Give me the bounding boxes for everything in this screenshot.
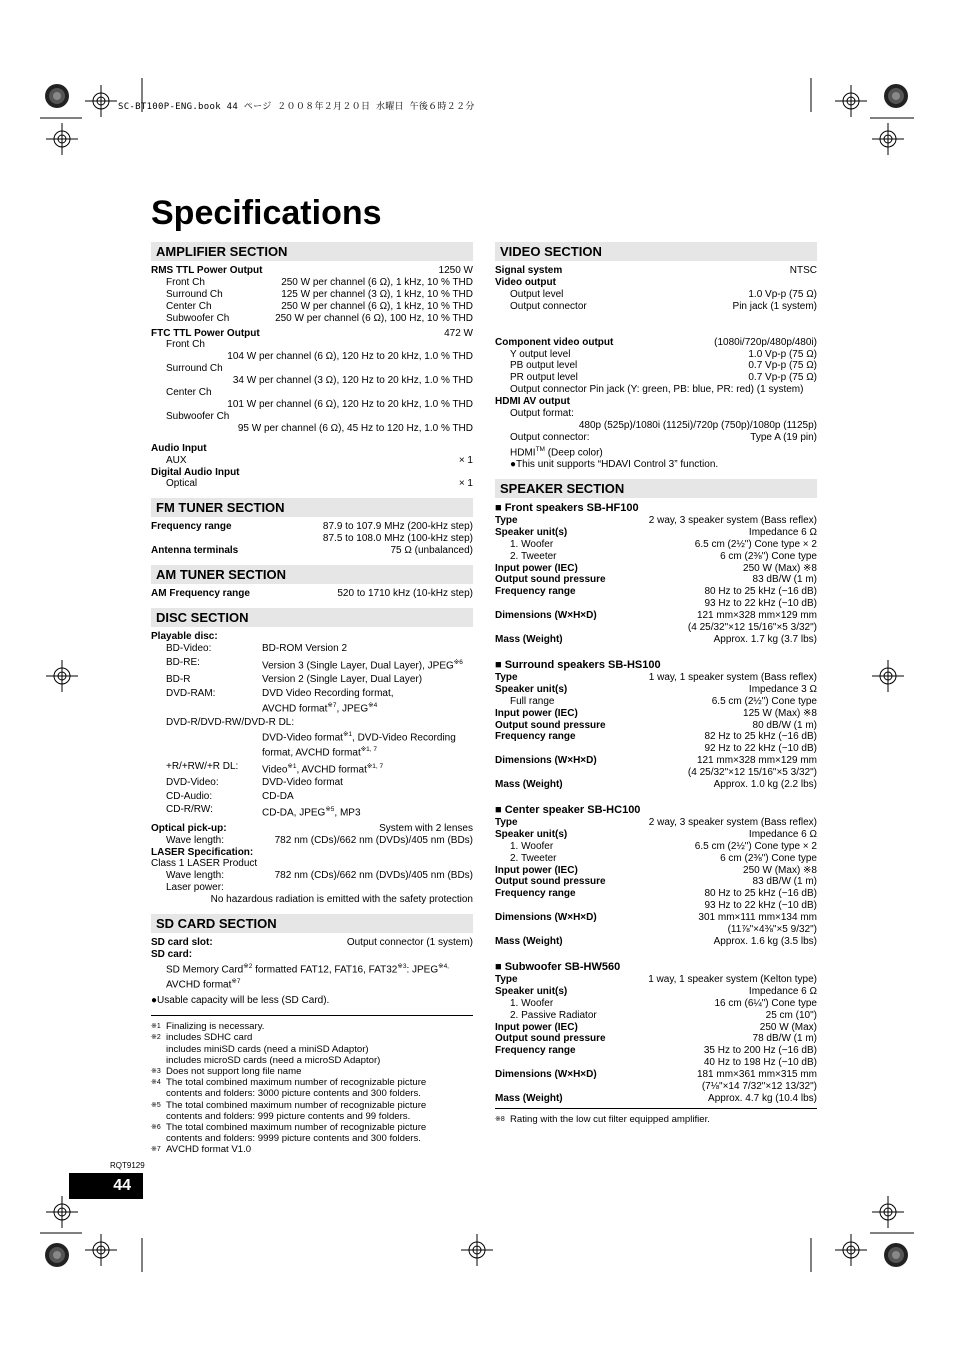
laser-class: Class 1 LASER Product bbox=[151, 858, 258, 870]
ftc-front-label: Front Ch bbox=[166, 339, 205, 351]
footnote: ※1 Finalizing is necessary. bbox=[151, 1021, 265, 1033]
sd-card-heading: SD CARD SECTION bbox=[151, 914, 473, 933]
spec-row: Mass (Weight) Approx. 1.7 kg (3.7 lbs) bbox=[495, 633, 817, 645]
ftc-power-row: FTC TTL Power Output 472 W bbox=[151, 327, 473, 339]
laser-spec-label: LASER Specification: bbox=[151, 846, 254, 858]
print-file-line: SC-BT100P-ENG.book 44 ページ ２００８年２月２０日 水曜日 午後６時２２分 bbox=[118, 102, 475, 112]
spec-row: Frequency range 80 Hz to 25 kHz (−16 dB) bbox=[495, 586, 817, 598]
hdavi-note: ●This unit supports “HDAVI Control 3” function. bbox=[510, 459, 719, 471]
dvd-r-label: DVD-R/DVD-RW/DVD-R DL: bbox=[166, 717, 295, 729]
amplifier-section-heading: AMPLIFIER SECTION bbox=[151, 242, 473, 261]
ftc-center-label: Center Ch bbox=[166, 387, 212, 399]
crosshair-icon bbox=[835, 1234, 867, 1266]
footnote: ※3 Does not support long file name bbox=[151, 1066, 302, 1078]
spec-row: Full range 6.5 cm (2½") Cone type bbox=[510, 695, 817, 707]
footnote: ※4 The total combined maximum number of recognizable picture contents and folders: 3000 picture contents and 300 folders. bbox=[151, 1077, 427, 1100]
speaker-group-front bbox=[495, 502, 817, 658]
hdmi-format-value: 480p (525p)/1080i (1125i)/720p (750p)/1080p (1125p) bbox=[578, 419, 817, 431]
spec-row: Y output level 1.0 Vp-p (75 Ω) bbox=[510, 348, 817, 360]
ftc-surround-value: 34 W per channel (3 Ω), 120 Hz to 20 kHz, 1.0 % THD bbox=[232, 375, 473, 387]
disc-section-heading: DISC SECTION bbox=[151, 608, 473, 627]
crosshair-icon bbox=[461, 1234, 493, 1266]
fm-frequency-alt: 87.5 to 108.0 MHz (100-kHz step) bbox=[322, 533, 473, 545]
spec-row: Speaker unit(s) Impedance 3 Ω bbox=[495, 683, 817, 695]
sd-slot-row: SD card slot: Output connector (1 system) bbox=[151, 937, 473, 949]
component-connector: Output connector Pin jack (Y: green, PB: blue, PR: red) (1 system) bbox=[510, 384, 804, 396]
sd-card-label: SD card: bbox=[151, 948, 193, 960]
speaker-title: ■ Center speaker SB-HC100 bbox=[495, 803, 641, 816]
spec-row: Mass (Weight) Approx. 1.0 kg (2.2 lbs) bbox=[495, 779, 817, 791]
ftc-front-value: 104 W per channel (6 Ω), 120 Hz to 20 kHz, 1.0 % THD bbox=[227, 351, 473, 363]
crosshair-icon bbox=[46, 1196, 78, 1228]
spec-row: Mass (Weight) Approx. 1.6 kg (3.5 lbs) bbox=[495, 936, 817, 948]
spec-row: 1. Woofer 6.5 cm (2½") Cone type × 2 bbox=[510, 538, 817, 550]
am-frequency-row: AM Frequency range 520 to 1710 kHz (10-kHz step) bbox=[151, 588, 473, 600]
color-bar-icon bbox=[45, 1243, 69, 1267]
crosshair-icon bbox=[46, 123, 78, 155]
ftc-surround-label: Surround Ch bbox=[166, 363, 223, 375]
speaker-group-center bbox=[495, 804, 817, 960]
spec-row: Type 2 way, 3 speaker system (Bass reflex) bbox=[495, 816, 817, 828]
spec-row: Frequency range 80 Hz to 25 kHz (−16 dB) bbox=[495, 888, 817, 900]
disc-row: +R/+RW/+R DL: Video$^{※1}$, AVCHD format$^{※1, 7}$ bbox=[166, 761, 384, 776]
crosshair-icon bbox=[872, 1196, 904, 1228]
disc-row: CD-R/RW: CD-DA, JPEG$^{※5}$, MP3 bbox=[166, 804, 361, 819]
playable-disc-label: Playable disc: bbox=[151, 630, 218, 642]
speaker-group-surround bbox=[495, 659, 817, 803]
wavelength-row: Wave length: 782 nm (CDs)/662 nm (DVDs)/405 nm (BDs) bbox=[166, 834, 473, 846]
footnote: ※6 The total combined maximum number of recognizable picture contents and folders: 9999 picture contents and 300 folders. bbox=[151, 1122, 427, 1145]
component-output-row: Component video output (1080i/720p/480p/480i) bbox=[495, 336, 817, 348]
spec-row: Type 1 way, 1 speaker system (Bass reflex) bbox=[495, 671, 817, 683]
audio-input-label: Audio Input bbox=[151, 442, 207, 454]
disc-row: DVD-Video: DVD-Video format bbox=[166, 776, 343, 788]
spec-row: Center Ch 250 W per channel (6 Ω), 1 kHz, 10 % THD bbox=[166, 300, 473, 312]
spec-row: 92 Hz to 22 kHz (−10 dB) bbox=[704, 743, 817, 755]
page-number: 44 bbox=[69, 1173, 143, 1199]
color-bar-icon bbox=[884, 84, 908, 108]
crosshair-icon bbox=[85, 85, 117, 117]
spec-row: Dimensions (W×H×D) 301 mm×111 mm×134 mm bbox=[495, 912, 817, 924]
disc-row: DVD-Video format$^{※1}$, DVD-Video Recording format, AVCHD format$^{※1, 7}$ bbox=[262, 730, 456, 759]
spec-row: Mass (Weight) Approx. 4.7 kg (10.4 lbs) bbox=[495, 1092, 817, 1104]
divider bbox=[495, 1108, 817, 1109]
speaker-title: ■ Subwoofer SB-HW560 bbox=[495, 960, 621, 973]
spec-row: Front Ch 250 W per channel (6 Ω), 1 kHz, 10 % THD bbox=[166, 276, 473, 288]
spec-row: (11⅞"×4⅜"×5 9/32") bbox=[727, 924, 817, 936]
spec-row: Input power (IEC) 250 W (Max) ※8 bbox=[495, 562, 817, 574]
speaker-title: ■ Surround speakers SB-HS100 bbox=[495, 658, 661, 671]
signal-system-row: Signal system NTSC bbox=[495, 265, 817, 276]
disc-row: BD-Video: BD-ROM Version 2 bbox=[166, 642, 348, 654]
spec-row: Frequency range 82 Hz to 25 kHz (−16 dB) bbox=[495, 731, 817, 743]
spec-row: Frequency range 35 Hz to 200 Hz (−16 dB) bbox=[495, 1045, 817, 1057]
spec-row: 93 Hz to 22 kHz (−10 dB) bbox=[704, 900, 817, 912]
disc-row: DVD-RAM: DVD Video Recording format, AVCHD format$^{※7}$, JPEG$^{※4}$ bbox=[166, 687, 394, 715]
right-column bbox=[495, 242, 817, 1125]
rms-power-row: RMS TTL Power Output 1250 W bbox=[151, 265, 473, 276]
ftc-subwoofer-value: 95 W per channel (6 Ω), 45 Hz to 120 Hz, 1.0 % THD bbox=[237, 422, 473, 434]
video-output-label: Video output bbox=[495, 276, 556, 288]
spec-row: Output sound pressure 80 dB/W (1 m) bbox=[495, 719, 817, 731]
speaker-groups bbox=[495, 502, 817, 1105]
disc-row: BD-R Version 2 (Single Layer, Dual Layer) bbox=[166, 673, 423, 685]
footnote: ※7 AVCHD format V1.0 bbox=[151, 1144, 252, 1156]
spec-row: Surround Ch 125 W per channel (3 Ω), 1 kHz, 10 % THD bbox=[166, 288, 473, 300]
hdmi-format-label: Output format: bbox=[510, 408, 574, 420]
am-tuner-heading: AM TUNER SECTION bbox=[151, 565, 473, 584]
spec-row: Type 1 way, 1 speaker system (Kelton type) bbox=[495, 973, 817, 985]
spec-row: (7⅛"×14 7/32"×12 13/32") bbox=[701, 1081, 817, 1093]
fm-antenna-row: Antenna terminals 75 Ω (unbalanced) bbox=[151, 545, 473, 557]
color-bar-icon bbox=[884, 1243, 908, 1267]
wavelength-row: Wave length: 782 nm (CDs)/662 nm (DVDs)/405 nm (BDs) bbox=[166, 870, 473, 882]
spec-row: Output sound pressure 78 dB/W (1 m) bbox=[495, 1033, 817, 1045]
spec-row: 2. Tweeter 6 cm (2⅜") Cone type bbox=[510, 852, 817, 864]
footnotes bbox=[151, 1021, 473, 1155]
speaker-title: ■ Front speakers SB-HF100 bbox=[495, 501, 639, 514]
spec-row: 40 Hz to 198 Hz (−10 dB) bbox=[703, 1057, 817, 1069]
fm-tuner-heading: FM TUNER SECTION bbox=[151, 498, 473, 517]
spec-row: PB output level 0.7 Vp-p (75 Ω) bbox=[510, 360, 817, 372]
spec-row: Subwoofer Ch 250 W per channel (6 Ω), 100 Hz, 10 % THD bbox=[166, 312, 473, 324]
spec-row: Output connector: Type A (19 pin) bbox=[510, 431, 817, 443]
ftc-subwoofer-label: Subwoofer Ch bbox=[166, 410, 230, 422]
optical-row: Optical × 1 bbox=[166, 478, 473, 490]
spec-row: Input power (IEC) 250 W (Max) ※8 bbox=[495, 864, 817, 876]
rms-rows bbox=[151, 277, 473, 325]
spec-row: Speaker unit(s) Impedance 6 Ω bbox=[495, 985, 817, 997]
spec-row: Output sound pressure 83 dB/W (1 m) bbox=[495, 574, 817, 586]
laser-power-label: Laser power: bbox=[166, 882, 224, 894]
divider bbox=[151, 1015, 473, 1016]
digital-input-label: Digital Audio Input bbox=[151, 466, 240, 478]
hdmi-output-label: HDMI AV output bbox=[495, 396, 570, 408]
spec-row: Input power (IEC) 125 W (Max) ※8 bbox=[495, 707, 817, 719]
sd-card-formats: SD Memory Card$^{※2}$ formatted FAT12, FAT16, FAT32$^{※3}$: $JPEG^{※4,}$ AVCHD format$^{※7}$ bbox=[166, 962, 449, 991]
color-bar-icon bbox=[45, 84, 69, 108]
spec-row: Type 2 way, 3 speaker system (Bass reflex) bbox=[495, 514, 817, 526]
footnote: ※2 includes SDHC card includes miniSD cards (need a miniSD Adaptor) includes microSD cards (need a microSD Adaptor) bbox=[151, 1032, 381, 1066]
spec-row: Output connector Pin jack (1 system) bbox=[510, 300, 817, 312]
spec-row: Speaker unit(s) Impedance 6 Ω bbox=[495, 828, 817, 840]
spec-row: PR output level 0.7 Vp-p (75 Ω) bbox=[510, 372, 817, 384]
spec-row: (4 25/32"×12 15/16"×5 3/32") bbox=[687, 767, 817, 779]
sd-usable-note: ●Usable capacity will be less (SD Card). bbox=[151, 995, 330, 1007]
spec-row: Input power (IEC) 250 W (Max) bbox=[495, 1021, 817, 1033]
disc-row: CD-Audio: CD-DA bbox=[166, 790, 294, 802]
spec-row: Dimensions (W×H×D) 181 mm×361 mm×315 mm bbox=[495, 1069, 817, 1081]
speaker-group-subwoofer bbox=[495, 961, 817, 1105]
footnote: ※8 Rating with the low cut filter equipped amplifier. bbox=[495, 1113, 710, 1125]
disc-row: BD-RE: Version 3 (Single Layer, Dual Layer), JPEG$^{※6}$ bbox=[166, 656, 463, 672]
laser-power-value: No hazardous radiation is emitted with the safety protection bbox=[210, 894, 473, 906]
spec-row: 2. Passive Radiator 25 cm (10") bbox=[510, 1009, 817, 1021]
spec-row: 1. Woofer 6.5 cm (2½") Cone type × 2 bbox=[510, 840, 817, 852]
video-section-heading: VIDEO SECTION bbox=[495, 242, 817, 261]
crosshair-icon bbox=[85, 1234, 117, 1266]
crosshair-icon bbox=[872, 123, 904, 155]
ftc-center-value: 101 W per channel (6 Ω), 120 Hz to 20 kHz, 1.0 % THD bbox=[227, 398, 473, 410]
pickup-row: Optical pick-up: System with 2 lenses bbox=[151, 822, 473, 834]
spec-row: (4 25/32"×12 15/16"×5 3/32") bbox=[687, 622, 817, 634]
footnote: ※5 The total combined maximum number of recognizable picture contents and folders: 999 picture contents and 99 folders. bbox=[151, 1099, 427, 1122]
hdmi-deep-color: HDMI™ (Deep color) bbox=[510, 445, 603, 459]
spec-row: Dimensions (W×H×D) 121 mm×328 mm×129 mm bbox=[495, 755, 817, 767]
spec-row: Dimensions (W×H×D) 121 mm×328 mm×129 mm bbox=[495, 610, 817, 622]
aux-row: AUX × 1 bbox=[166, 454, 473, 466]
spec-row: 1. Woofer 16 cm (6¼") Cone type bbox=[510, 997, 817, 1009]
crosshair-icon bbox=[46, 660, 78, 692]
page-title: Specifications bbox=[151, 194, 382, 232]
spec-row: Speaker unit(s) Impedance 6 Ω bbox=[495, 526, 817, 538]
spec-row: 2. Tweeter 6 cm (2⅜") Cone type bbox=[510, 550, 817, 562]
spec-row: Output level 1.0 Vp-p (75 Ω) bbox=[510, 288, 817, 300]
crosshair-icon bbox=[835, 85, 867, 117]
spec-row: Output sound pressure 83 dB/W (1 m) bbox=[495, 876, 817, 888]
fm-frequency-row: Frequency range 87.9 to 107.9 MHz (200-kHz step) bbox=[151, 521, 473, 533]
model-code: RQT9129 bbox=[110, 1161, 145, 1170]
spec-row: 93 Hz to 22 kHz (−10 dB) bbox=[704, 598, 817, 610]
speaker-section-heading: SPEAKER SECTION bbox=[495, 479, 817, 498]
crosshair-icon bbox=[872, 660, 904, 692]
left-column bbox=[151, 242, 473, 1156]
